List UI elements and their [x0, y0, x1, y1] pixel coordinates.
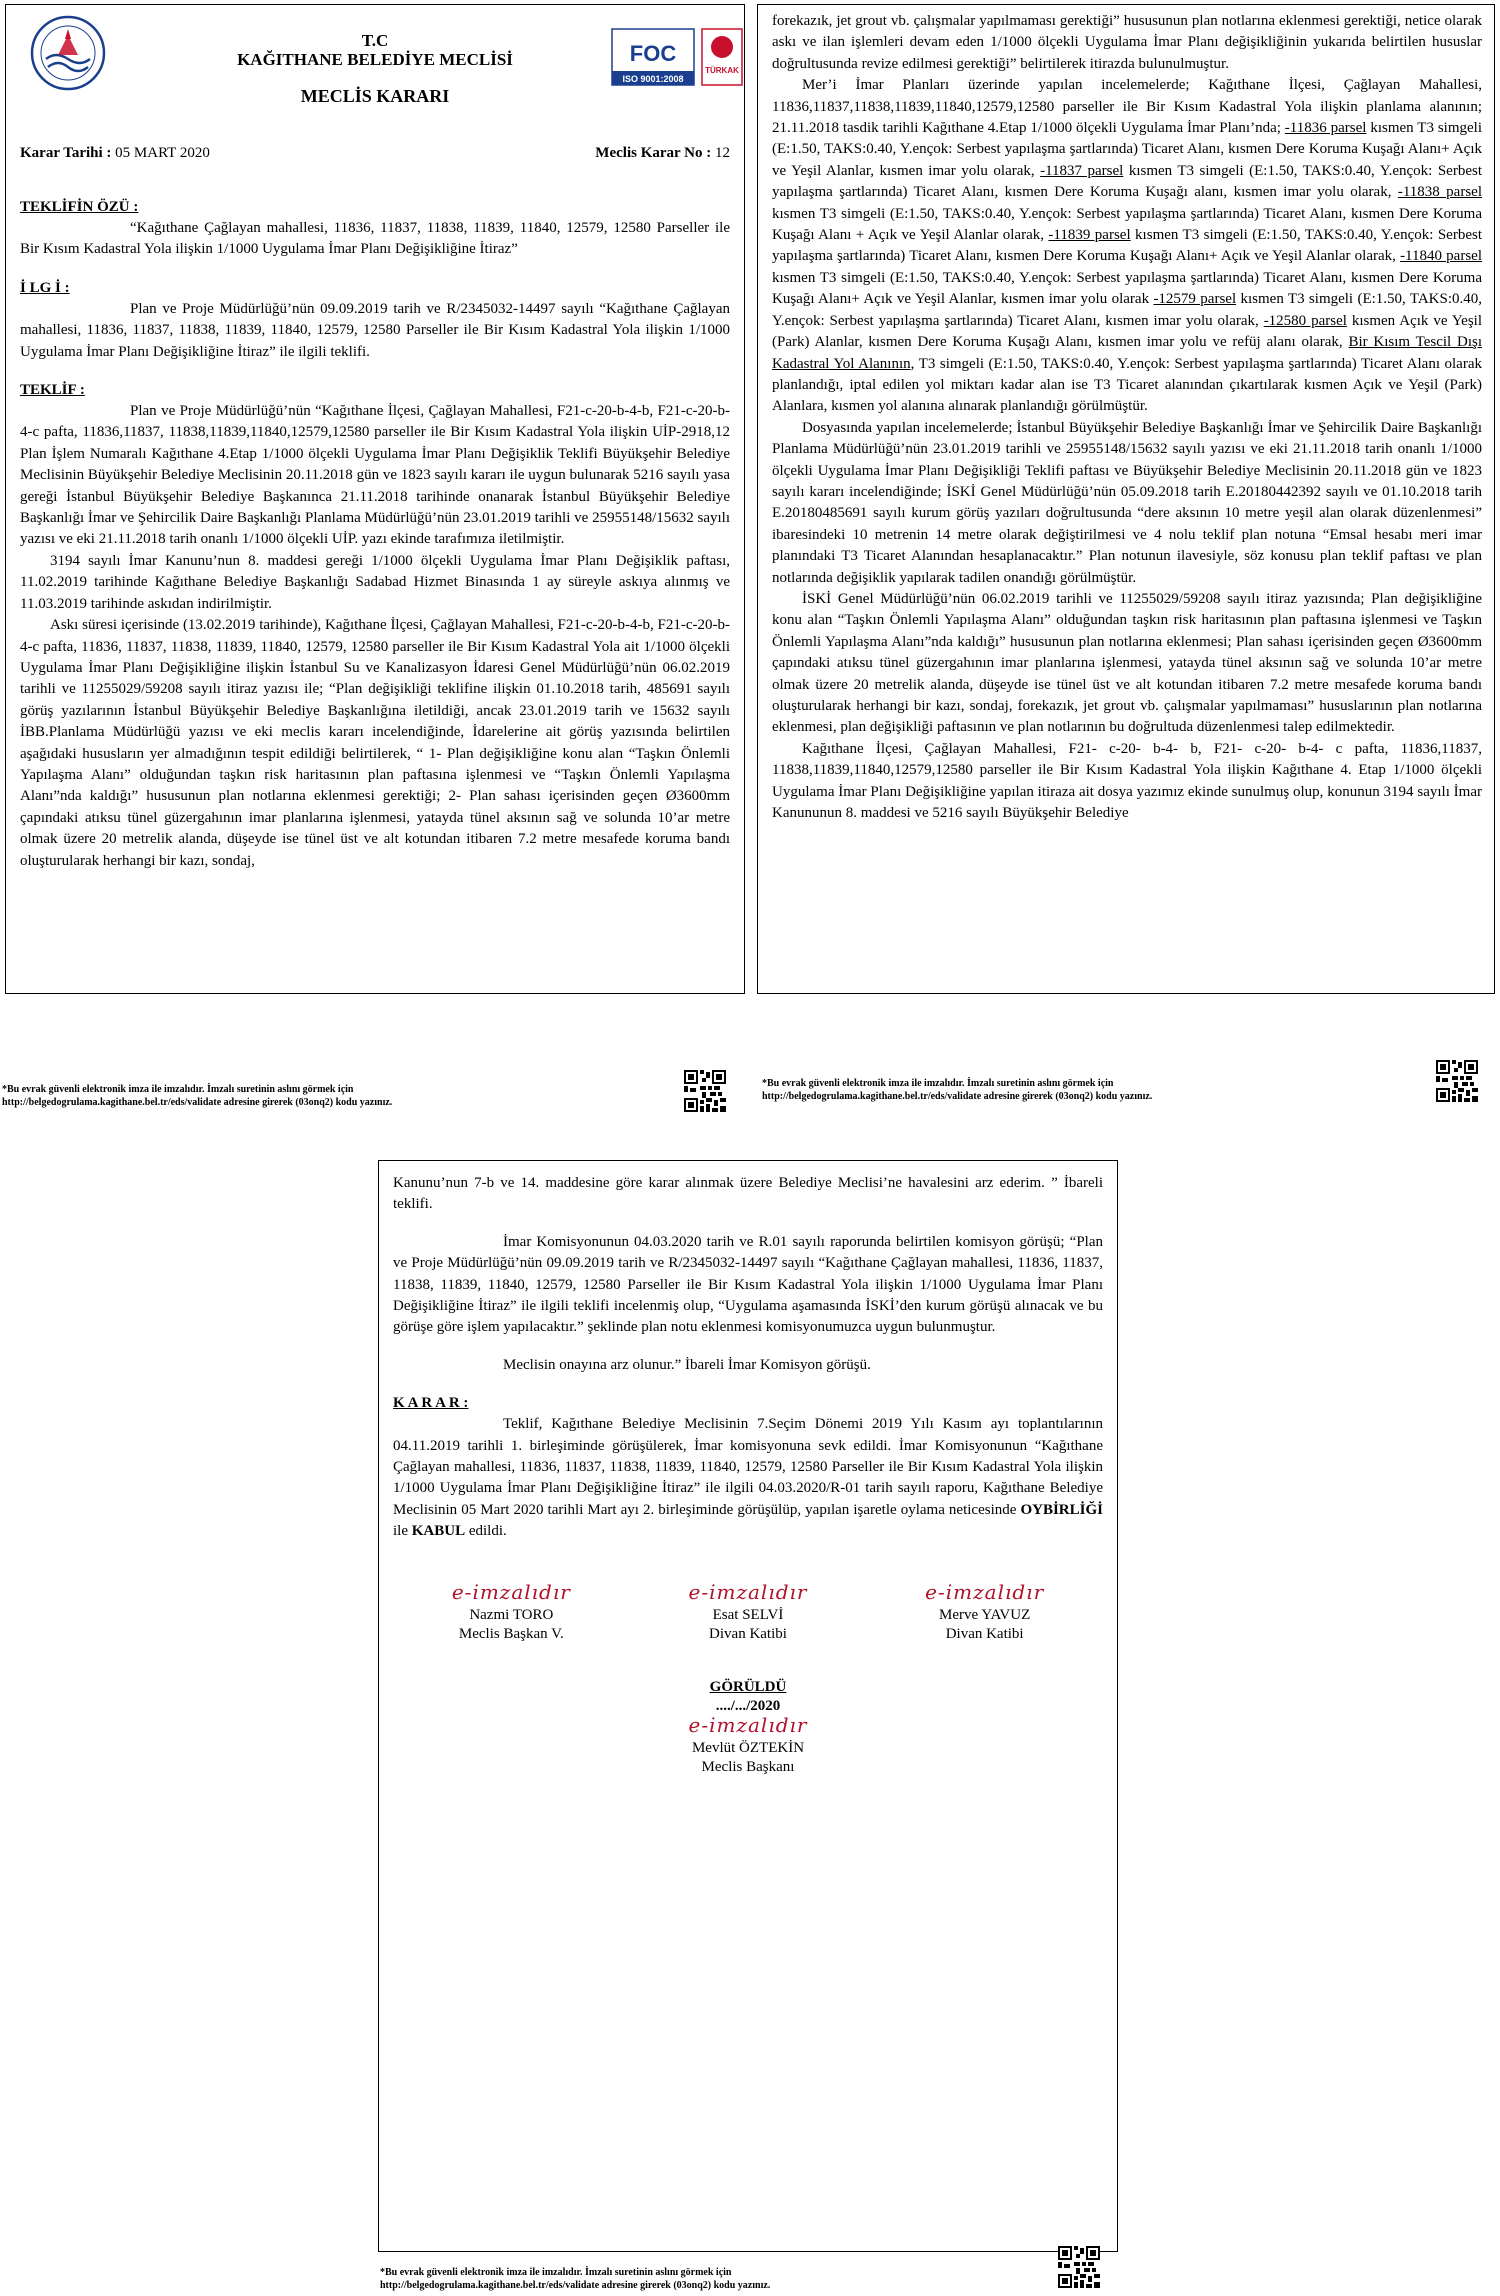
- qr-code-icon: [1436, 1060, 1478, 1102]
- page-3: [378, 1160, 1118, 2252]
- teklif-paragraph-3: Askı süresi içerisinde (13.02.2019 tarihinde), Kağıthane İlçesi, Çağlayan Mahallesi, F21-c-20-b-4-b, F21-c-20-b-4-c pafta, 11836, 11837, 11838, 11839, 11840, 12579, 12580 parseller ile Bir Kısım Kadastral Yola ait 1/1000 ölçekli Uygulama İmar Planı Değişikliğine ilişkin İstanbul Su ve Kanalizasyon İdaresi Genel Müdürlüğü’nün 06.02.2019 tarihli ve 11255029/59208 sayılı itiraz yazısı ile; “Plan değişikliği teklifine ilişkin 01.10.2018 tarih, 485691 sayılı görüş yazılarının İstanbul Büyükşehir Belediye Başkanlığına iletildiği, ancak 23.01.2019 tarih ve 15632 sayılı İBB.Planlama Müdürlüğü yazısı ve eki meclis kararı incelendiğinde, İdarelerine ait görüş yazısında belirtilen aşağıdaki hususların yer almadığının tespit edildiği belirtilerek, “ 1- Plan değişikliğine konu alan “Taşkın Önlemli Yapılaşma Alanı” olduğundan taşkın risk haritasının plan paftasına işlenmesi ve “Taşkın Önlemli Yapılaşma Alanı”nda kaldığı” hususunun plan notlarına eklenmesi gerektiği; 2- Plan sahası içerisinden geçen Ø3600mm çapındaki atıksu tünel güzergahının imar planlarına işlenmesi, yatayda tünel aksının sağ ve solunda 10’ar metre olmak üzere 20 metrelik alanda, düşeyde ise tünel üst ve alt kotundan itibaren 7.2 metre mesafede koruma bandı oluşturularak herhangi bir kazı, sondaj,: [20, 617, 730, 869]
- section-ozu-heading: TEKLİFİN ÖZÜ :: [20, 199, 139, 215]
- approver-title: Meclis Başkanı: [701, 1758, 795, 1775]
- p2-paragraph-5: Kağıthane İlçesi, Çağlayan Mahallesi, F21- c-20- b-4- b, F21- c-20- b-4- c pafta, 11836,11837, 11838,11839,11840,12579,12580 parseller ile Bir Kısım Kadastral Yola ilişkin Kağıthane 4. Etap 1/1000 ölçekli Uygulama İmar Planı Değişikliğine yapılan itiraza ait dosya yazımız ekinde sunulmuş olup, konunun 3194 sayılı İmar Kanununun 8. maddesi ve 5216 sayılı Büyükşehir Belediye: [772, 740, 1482, 822]
- accepted-label: KABUL: [411, 1523, 466, 1540]
- qr-code-icon: [684, 1070, 726, 1112]
- council-name: KAĞITHANE BELEDİYE MECLİSİ: [237, 50, 513, 69]
- parcel-11836: -11836 parsel: [1284, 120, 1367, 137]
- svg-text:TÜRKAK: TÜRKAK: [705, 66, 739, 75]
- e-signature-mark: e-imzalıdır: [451, 1579, 571, 1604]
- parcel-11840: -11840 parsel: [1400, 248, 1482, 265]
- signature-block: [393, 1579, 1103, 1644]
- p2-paragraph-3: Dosyasında yapılan incelemelerde; İstanbul Büyükşehir Belediye Başkanlığı İmar ve Şehircilik Daire Başkanlığı Planlama Müdürlüğü’nün 23.01.2019 tarihli ve 25955148/15632 sayılı yazısı ve eki 21.11.2018 tarih onanlı 1/1000 ölçekli Uygulama İmar Planı Değişikliği Teklifi paftası ve Büyükşehir Belediye Meclisinin 20.11.2018 gün ve 1823 sayılı kararı incelendiğinde; İSKİ Genel Müdürlüğü’nün 05.09.2018 tarih E.20180442392 sayılı ve 01.10.2018 tarih E.20180485691 sayılı kurum görüş yazıları doğrultusunda “dere aksının 10 metre yeşil alan olarak düzenlenmesi” ibaresindeki 10 metrenin 14 metre olarak değiştirilmesi ve 4 nolu teklif plan notuna “Emsal hesabı meri imar planındaki T3 Ticaret Alanından hesaplanacaktır.” Plan notunun ilavesiyle, söz konusu plan teklif paftası ve plan notlarında değişiklik yapılarak tadilen onandığı görülmüştür.: [772, 419, 1482, 586]
- p3-paragraph-1: Kanunu’nun 7-b ve 14. maddesine göre karar alınmak üzere Belediye Meclisi’ne havalesini arz ederim. ” İbareli teklifi.: [393, 1175, 1103, 1213]
- p2-paragraph-1: forekazık, jet grout vb. çalışmalar yapılmaması gerektiği” hususunun plan notlarına eklenmesi gerektiği, netice olarak askı ve ilan işlemleri devam eden 1/1000 ölçekli Uygulama İmar Planı değişikliğinin yukarıda belirtilen hususlar doğrultusunda revize edilmesi gerektiği” belirtilerek itirazda bulunulmuştur.: [772, 13, 1482, 72]
- p3-paragraph-3: Meclisin onayına arz olunur.” İbareli İmar Komisyon görüşü.: [503, 1356, 871, 1373]
- signer-title: Meclis Başkan V.: [458, 1625, 564, 1642]
- signer-title: Divan Katibi: [709, 1625, 787, 1642]
- parcel-11839: -11839 parsel: [1048, 227, 1131, 244]
- page-1: [5, 4, 745, 994]
- e-signature-mark: e-imzalıdır: [925, 1579, 1045, 1604]
- signer-title: Divan Katibi: [945, 1625, 1024, 1642]
- footer-p1: *Bu evrak güvenli elektronik imza ile imzalıdır. İmzalı suretinin aslını görmek için http://belgedogrulama.kagithane.bel.tr/eds/validate adresine girerek (03onq2) kodu yazınız.: [2, 1084, 393, 1108]
- approver-name: Mevlüt ÖZTEKİN: [691, 1739, 805, 1756]
- signature-1: [411, 1579, 611, 1644]
- section-karar-heading: K A R A R :: [393, 1395, 469, 1412]
- date-label: Karar Tarihi: [20, 145, 103, 161]
- tc-label: T.C: [361, 31, 389, 50]
- page-2: [757, 4, 1495, 994]
- decision-meta: Karar Tarihi : 05 MART 2020 Meclis Karar No : 12: [20, 145, 730, 161]
- date-value: 05 MART 2020: [115, 145, 210, 161]
- goruldu-label: GÖRÜLDÜ: [709, 1678, 787, 1695]
- cadastral-road: Bir Kısım Tescil Dışı Kadastral Yol Alanının,: [772, 334, 1482, 372]
- parcel-11837: -11837 parsel: [1040, 162, 1124, 179]
- decision-no-label: Meclis Karar No: [595, 145, 703, 161]
- goruldu-date: ..../.../2020: [715, 1697, 781, 1714]
- decision-no-value: 12: [715, 145, 730, 161]
- svg-text:FOC: FOC: [629, 41, 677, 66]
- signature-3: [885, 1579, 1085, 1644]
- e-signature-mark: e-imzalıdır: [688, 1579, 808, 1604]
- section-teklif-heading: TEKLİF :: [20, 382, 85, 399]
- ozu-text: “Kağıthane Çağlayan mahallesi, 11836, 11837, 11838, 11839, 11840, 12579, 12580 Parseller ile Bir Kısım Kadastral Yola ilişkin 1/1000 Uygulama İmar Planı Değişikliğine İtiraz”: [20, 220, 730, 258]
- karar-text: Teklif, Kağıthane Belediye Meclisinin 7.Seçim Dönemi 2019 Yılı Kasım ayı toplantılarının 04.11.2019 tarihli 1. birleşiminde görüşülerek, İmar komisyonuna sevk edildi. İmar Komisyonunun “Kağıthane Çağlayan mahallesi, 11836, 11837, 11838, 11839, 11840, 12579, 12580 Parseller ile Bir Kısım Kadastral Yola ilişkin 1/1000 Uygulama İmar Planı Değişikliğine İtiraz” ile ilgili 04.03.2020/R-01 tarih sayılı raporu, Kağıthane Belediye Meclisinin 05 Mart 2020 tarihli Mart ayı 2. birleşiminde görüşülüp, yapılan işaretle oylama neticesinde OYBİRLİĞİ ile KABUL edildi.: [393, 1416, 1103, 1540]
- signature-2: [648, 1579, 848, 1644]
- approval-block: [393, 1678, 1103, 1777]
- signer-name: Merve YAVUZ: [939, 1606, 1031, 1623]
- certification-logos: [610, 25, 745, 95]
- footer-p3: *Bu evrak güvenli elektronik imza ile imzalıdır. İmzalı suretinin aslını görmek için http://belgedogrulama.kagithane.bel.tr/eds/validate adresine girerek (03onq2) kodu yazınız.: [380, 2267, 771, 2291]
- p2-paragraph-4: İSKİ Genel Müdürlüğü’nün 06.02.2019 tarihli ve 11255029/59208 sayılı itiraz yazısında; Plan değişikliğine konu alan “Taşkın Önlemli Yapılaşma Alanı” olduğundan taşkın risk haritasının plan paftasına işlenmesi ve Taşkın Önlemli Yapılaşma Alanı”nda kaldığı” hususunun plan notlarına eklenmesi; Plan sahası içerisinden geçen Ø3600mm çapındaki atıksu tünel güzergahının imar planlarına işlenmesi, yatayda tünel aksının sağ ve solunda 10’ar metre olmak üzere 20 metrelik alanda, düşeyde ise tünel üst ve alt kotundan itibaren 7.2 metre mesafede koruma bandı oluşturularak herhangi bir kazı, sondaj, forekazık, jet grout vb. çalışmalar yapılmaması” hususlarının plan notlarına eklenmesi, plan değişikliği paftasının ve plan notlarının bu doğrultuda düzenlenmesi talep edilmektedir.: [772, 590, 1482, 736]
- footer-p2: *Bu evrak güvenli elektronik imza ile imzalıdır. İmzalı suretinin aslını görmek için http://belgedogrulama.kagithane.bel.tr/eds/validate adresine girerek (03onq2) kodu yazınız.: [762, 1078, 1153, 1102]
- svg-text:ISO 9001:2008: ISO 9001:2008: [622, 74, 684, 84]
- ilgi-text: Plan ve Proje Müdürlüğü’nün 09.09.2019 tarih ve R/2345032-14497 sayılı “Kağıthane Çağlayan mahallesi, 11836, 11837, 11838, 11839, 11840, 12579, 12580 Parseller ile Bir Kısım Kadastral Yola ilişkin 1/1000 Uygulama İmar Planı Değişikliğine İtiraz” ile ilgili teklifi.: [20, 300, 730, 360]
- signer-name: Nazmi TORO: [469, 1606, 554, 1623]
- unanimous-label: OYBİRLİĞİ: [1020, 1501, 1103, 1518]
- teklif-paragraph-2: 3194 sayılı İmar Kanunu’nun 8. maddesi gereği 1/1000 ölçekli Uygulama İmar Planı Değişiklik paftası, 11.02.2019 tarihinde Kağıthane Belediye Başkanlığı Sadabad Hizmet Binasında 1 ay süreyle askıya alınmış ve 11.03.2019 tarihinde askıdan indirilmiştir.: [20, 552, 730, 612]
- section-ilgi-heading: İ LG İ :: [20, 279, 70, 296]
- e-signature-mark: e-imzalıdır: [688, 1712, 808, 1737]
- parcel-12580: -12580 parsel: [1263, 312, 1347, 329]
- document-header: [20, 5, 739, 145]
- signer-name: Esat SELVİ: [712, 1606, 784, 1623]
- page-title: MECLİS KARARI: [300, 86, 450, 106]
- parcel-11838: -11838 parsel: [1397, 184, 1482, 201]
- qr-code-icon: [1058, 2246, 1100, 2288]
- parcel-12579: -12579 parsel: [1153, 291, 1237, 308]
- teklif-paragraph-1: Plan ve Proje Müdürlüğü’nün “Kağıthane İlçesi, Çağlayan Mahallesi, F21-c-20-b-4-b, F21-c-20-b-4-c pafta, 11836,11837, 11838,11839,11840,12579,12580 parseller ile Bir Kısım Kadastral Yola ilişkin UİP-2918,12 Plan İşlem Numaralı Kağıthane 4.Etap 1/1000 ölçekli Uygulama İmar Planı Değişiklik Teklifi Büyükşehir Belediye Meclisinin Büyükşehir Belediye Meclisinin 20.11.2018 gün ve 1823 sayılı kararı ile uygun bulunarak 5216 sayılı yasa gereği İstanbul Büyükşehir Belediye Başkanınca 21.11.2018 tarihinde onanarak İstanbul Büyükşehir Belediye Başkanlığı İmar ve Şehircilik Daire Başkanlığı Planlama Müdürlüğü’nün 23.01.2019 tarihli ve 25955148/15632 sayılı yazısı ve eki 21.11.2018 tarih onanlı 1/1000 ölçekli UİP. yazı ekinde tarafımıza iletilmiştir.: [20, 403, 730, 548]
- p3-paragraph-2: İmar Komisyonunun 04.03.2020 tarih ve R.01 sayılı raporunda belirtilen komisyon görüşü; “Plan ve Proje Müdürlüğü’nün 09.09.2019 tarih ve R/2345032-14497 sayılı “Kağıthane Çağlayan mahallesi, 11836, 11837, 11838, 11839, 11840, 12579, 12580 Parseller ile Bir Kısım Kadastral Yola ilişkin 1/1000 Uygulama İmar Planı Değişikliğine İtiraz” ile ilgili teklifi incelenmiş olup, “Uygulama aşamasında İSKİ’den kurum görüşü alınacak ve bu görüşe göre işlem yapılacaktır.” şeklinde plan notu eklenmesi komisyonumuzca uygun bulunmuştur.: [393, 1233, 1103, 1336]
- p2-paragraph-2: Mer’i İmar Planları üzerinde yapılan incelemelerde; Kağıthane İlçesi, Çağlayan Mahallesi, 11836,11837,11838,11839,11840,12579,12580 parseller ile Bir Kısım Kadastral Yola ilişkin planlama alanının; 21.11.2018 tasdik tarihli Kağıthane 4.Etap 1/1000 ölçekli Uygulama İmar Planı’nda; -11836 parsel kısmen T3 simgeli (E:1.50, TAKS:0.40, Y.ençok: Serbest yapılaşma şartlarında) Ticaret Alanı, kısmen Dere Koruma Kuşağı Alanı+ Açık ve Yeşil Alanlar, kısmen imar yolu olarak, -11837 parsel kısmen T3 simgeli (E:1.50, TAKS:0.40, Y.ençok: Serbest yapılaşma şartlarında) Ticaret Alanı, kısmen Dere Koruma Kuşağı alanı, kısmen imar yolu olarak, -11838 parsel kısmen T3 simgeli (E:1.50, TAKS:0.40, Y.ençok: Serbest yapılaşma şartlarında) Ticaret Alanı, kısmen Dere Koruma Kuşağı Alanı + Açık ve Yeşil Alanlar olarak, -11839 parsel kısmen T3 simgeli (E:1.50, TAKS:0.40, Y.ençok: Serbest yapılaşma şartlarında) Ticaret Alanı, kısmen Dere Koruma Kuşağı Alanı+ Açık ve Yeşil Alanlar olarak, -11840 parsel kısmen T3 simgeli (E:1.50, TAKS:0.40, Y.ençok: Serbest yapılaşma şartlarında) Ticaret Alanı, kısmen Dere Koruma Kuşağı Alanı+ Açık ve Yeşil Alanlar, kısmen imar yolu olarak -12579 parsel kısmen T3 simgeli (E:1.50, TAKS:0.40, Y.ençok: Serbest yapılaşma şartlarında) Ticaret Alanı, kısmen imar yolu olarak, -12580 parsel kısmen Açık ve Yeşil (Park) Alanlar, kısmen Dere Koruma Kuşağı Alanı, kısmen imar yolu ve refüj alanı olarak, Bir Kısım Tescil Dışı Kadastral Yol Alanının, T3 simgeli (E:1.50, TAKS:0.40, Y.ençok: Serbest yapılaşma şartlarında) Ticaret Alanı olarak planlandığı, iptal edilen yol miktarı kadar alan ise T3 Ticaret alanından çıkartılarak kısmen Açık ve Yeşil (Park) Alanlara, kısmen yol alanına alınarak planlandığı görülmüştür.: [772, 77, 1483, 415]
